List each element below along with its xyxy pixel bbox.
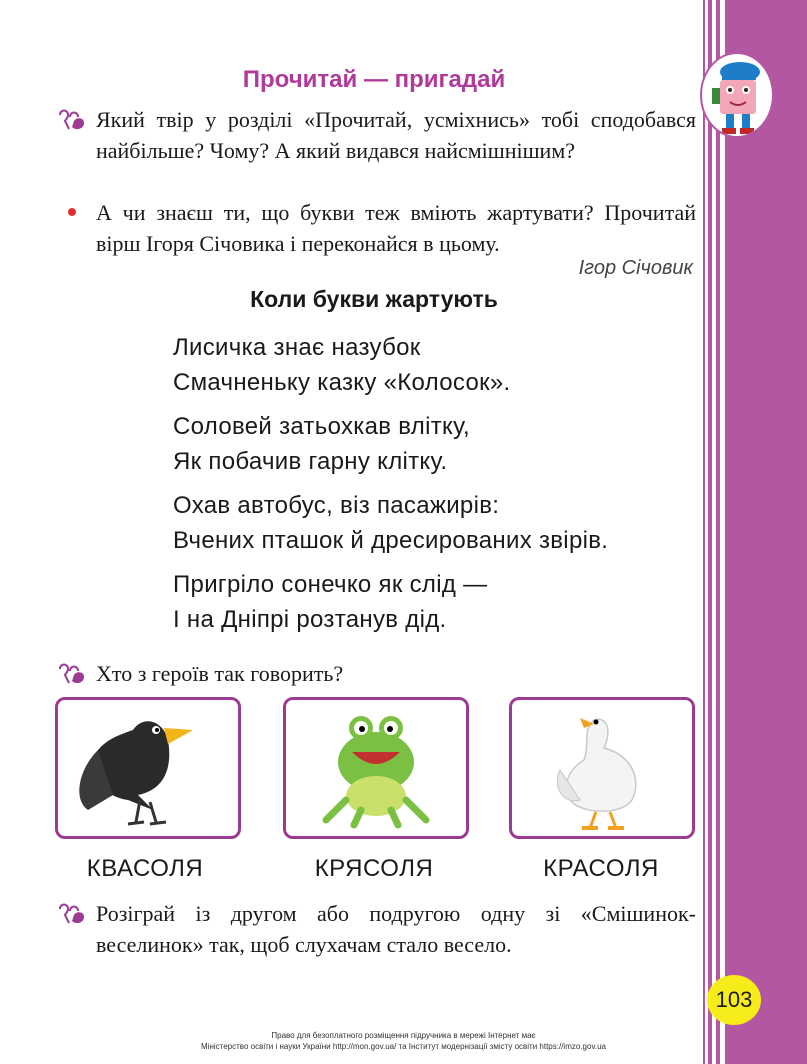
question-1-text: Який твір у розділі «Прочитай, усміхнись» тобі сподобався найбільше? Чому? А який видався найсмішнішим? [96,107,696,163]
side-line [708,0,712,1064]
card-label: КВАСОЛЯ [86,855,204,882]
red-dot-icon [68,208,76,216]
card-label: КРАСОЛЯ [543,855,659,882]
card-label: КРЯСОЛЯ [314,855,434,882]
task-question [56,658,696,689]
question-2-text: А чи знаєш ти, що букви теж вміють жартувати? Прочитай вірш Ігоря Січовика і переконайся в цьому. [96,200,696,256]
poem-title: Коли букви жартують [250,286,498,312]
footer-line-2: Міністерство освіти і науки України http://mon.gov.ua/ та Інститут модернізації змісту освіти https://imzo.gov.ua [201,1042,606,1051]
card-goose [509,697,695,839]
poem-line: Як побачив гарну клітку. [173,448,448,475]
two-heads-task-icon [56,901,88,927]
final-task-text: Розіграй із другом або подругою одну зі «Смішинок-веселинок» так, щоб слухачам стало весело. [96,901,696,957]
page-number: 103 [707,975,761,1025]
mascot-avatar [700,52,774,138]
task-question-text: Хто з героїв так говорить? [96,661,344,686]
poem-line: І на Дніпрі розтанув дід. [173,606,447,633]
question-2 [56,197,696,259]
poem-stanza [173,330,511,400]
poem-line: Смачненьку казку «Колосок». [173,369,511,396]
poem-line: Лисичка знає назубок [173,334,421,361]
goose-icon [512,700,692,836]
crow-icon [58,700,238,836]
poem-line: Соловей затьохкав влітку, [173,413,470,440]
side-line [703,0,705,1064]
final-task [56,898,696,960]
poem-line: Вчених пташок й дресированих звірів. [173,527,609,554]
poem-stanza [173,409,470,479]
question-1 [56,104,696,166]
side-line [716,0,720,1064]
card-frog [283,697,469,839]
footer-line-1: Право для безоплатного розміщення підручника в мережі Інтернет має [271,1031,536,1040]
poem-line: Пригріло сонечко як слід — [173,571,488,598]
frog-icon [286,700,466,836]
poem-author: Ігор Січовик [578,257,693,279]
poem-stanza [173,488,608,558]
side-bar [725,0,807,1064]
poem-stanza [173,567,487,637]
section-title: Прочитай — пригадай [242,66,506,93]
card-crow [55,697,241,839]
two-heads-task-icon [56,661,88,687]
two-heads-task-icon [56,107,88,133]
poem-line: Охав автобус, віз пасажирів: [173,492,500,519]
